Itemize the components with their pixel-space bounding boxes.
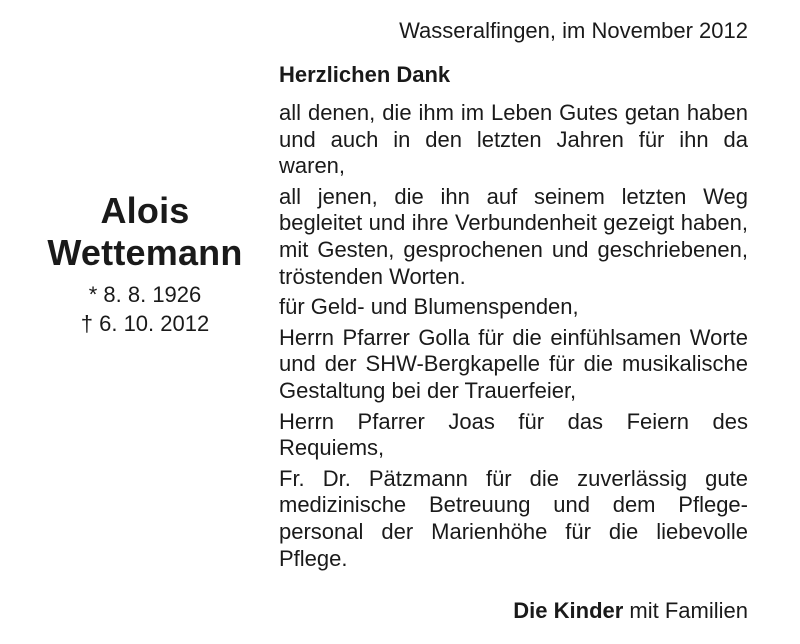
- thanks-paragraph: all denen, die ihm im Leben Gutes getan haben und auch in den letzten Jahren für ihn da waren,: [279, 100, 748, 179]
- thanks-section: [279, 60, 748, 576]
- thanks-paragraph: Fr. Dr. Pätzmann für die zuverlässig gute medizinische Betreuung und dem Pflege-personal der Marienhöhe für die liebevolle Pflege.: [279, 465, 748, 571]
- thanks-paragraph: Herrn Pfarrer Golla für die einfühlsamen Worte und der SHW-Bergkapelle für die musikalische Gestaltung bei der Trauerfeier,: [279, 324, 748, 403]
- deceased-block: [20, 190, 270, 338]
- thanks-paragraph: für Geld- und Blumenspenden,: [279, 294, 579, 320]
- thanks-paragraph: Herrn Pfarrer Joas für das Feiern des Requiems,: [279, 408, 748, 461]
- thanks-paragraph: all jenen, die ihn auf seinem letzten Weg begleitet und ihre Verbundenheit gezeigt haben, mit Gesten, gesprochenen und geschriebenen, tröstenden Worten.: [279, 183, 748, 289]
- death-date: † 6. 10. 2012: [80, 311, 210, 336]
- place-date: Wasseralfingen, im November 2012: [399, 18, 748, 43]
- deceased-first-name: Alois: [100, 190, 190, 231]
- birth-date: * 8. 8. 1926: [88, 282, 202, 307]
- signature-rest: mit Familien: [623, 598, 748, 623]
- deceased-last-name: Wettemann: [47, 232, 243, 273]
- signature: [513, 596, 748, 626]
- signature-bold: Die Kinder: [513, 598, 624, 623]
- thanks-heading: Herzlichen Dank: [279, 62, 451, 87]
